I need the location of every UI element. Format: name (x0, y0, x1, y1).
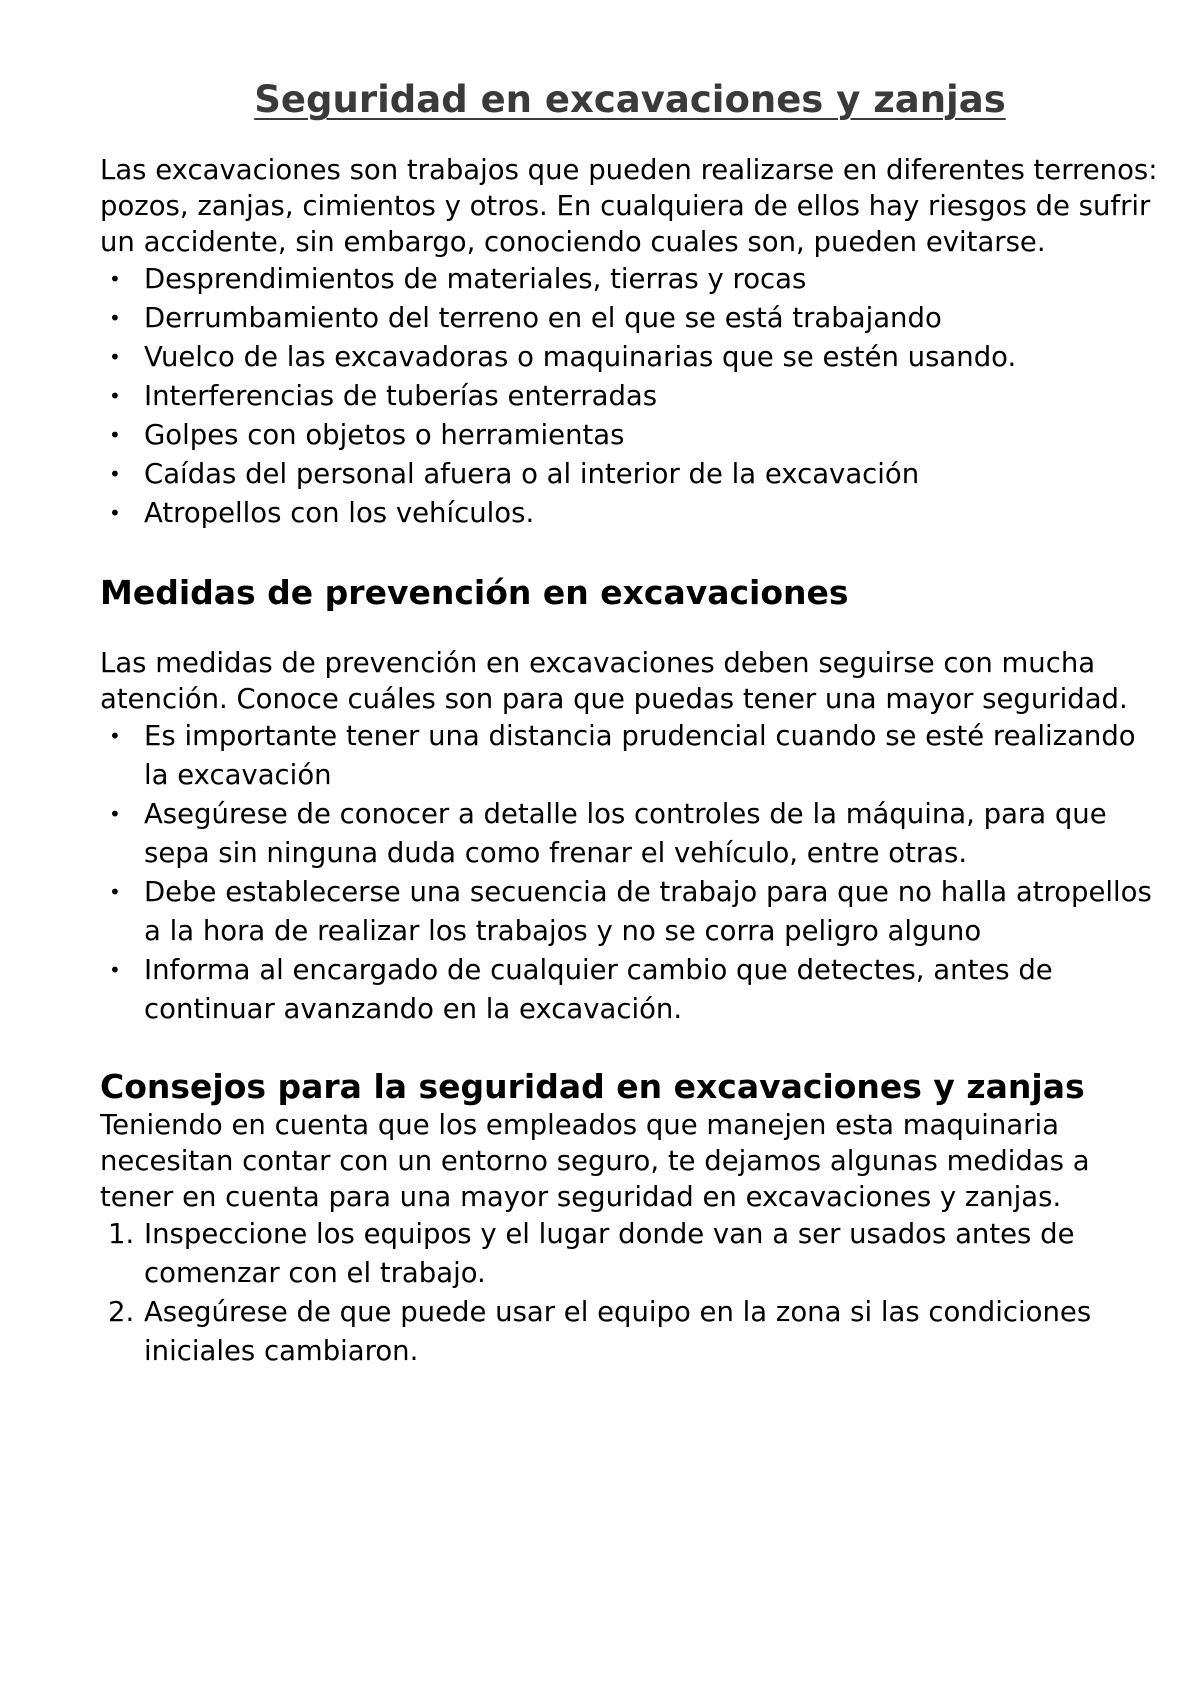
document-page (100, 78, 1160, 1371)
list-item: • Debe establecerse una secuencia de trabajo para que no halla atropellos a la hora de realizar los trabajos y no se corra peligro alguno (144, 873, 1160, 951)
prevention-heading: Medidas de prevención en excavaciones (100, 573, 849, 613)
list-item: • Derrumbamiento del terreno en el que se está trabajando (144, 299, 1160, 338)
tips-paragraph: Teniendo en cuenta que los empleados que manejen esta maquinaria necesitan contar con un entorno seguro, te dejamos algunas medidas a tener en cuenta para una mayor seguridad en excavaciones y zanjas. (100, 1109, 1090, 1214)
tips-heading: Consejos para la seguridad en excavaciones y zanjas (100, 1067, 1085, 1107)
list-item: • Informa al encargado de cualquier cambio que detectes, antes de continuar avanzando en la excavación. (144, 951, 1160, 1029)
list-number: 2. (108, 1296, 135, 1329)
list-item (108, 1215, 1160, 1293)
list-item: • Caídas del personal afuera o al interior de la excavación (144, 455, 1160, 494)
list-item: • Vuelco de las excavadoras o maquinarias que se estén usando. (144, 338, 1160, 377)
list-item: • Desprendimientos de materiales, tierras y rocas (144, 260, 1160, 299)
list-item: • Golpes con objetos o herramientas (144, 416, 1160, 455)
list-item (108, 1293, 1160, 1371)
list-item: • Interferencias de tuberías enterradas (144, 377, 1160, 416)
intro-paragraph: Las excavaciones son trabajos que pueden realizarse en diferentes terrenos: pozos, zanjas, cimientos y otros. En cualquiera de ellos hay riesgos de sufrir un accidente, sin embargo, conociendo cuales son, pueden evitarse. (100, 154, 1158, 259)
risks-list (100, 260, 1160, 533)
list-number: 1. (108, 1218, 135, 1251)
list-item: • Asegúrese de conocer a detalle los controles de la máquina, para que sepa sin ninguna duda como frenar el vehículo, entre otras. (144, 795, 1160, 873)
list-item: • Es importante tener una distancia prudencial cuando se esté realizando la excavación (144, 717, 1160, 795)
list-item: • Atropellos con los vehículos. (144, 494, 1160, 533)
list-item-text: Asegúrese de que puede usar el equipo en la zona si las condiciones iniciales cambiaron. (144, 1296, 1092, 1368)
prevention-paragraph: Las medidas de prevención en excavaciones deben seguirse con mucha atención. Conoce cuáles son para que puedas tener una mayor seguridad. (100, 647, 1128, 716)
tips-list (100, 1215, 1160, 1371)
prevention-list (100, 717, 1160, 1029)
list-item-text: Inspeccione los equipos y el lugar donde van a ser usados antes de comenzar con el trabajo. (144, 1218, 1075, 1290)
document-title: Seguridad en excavaciones y zanjas (254, 78, 1006, 121)
